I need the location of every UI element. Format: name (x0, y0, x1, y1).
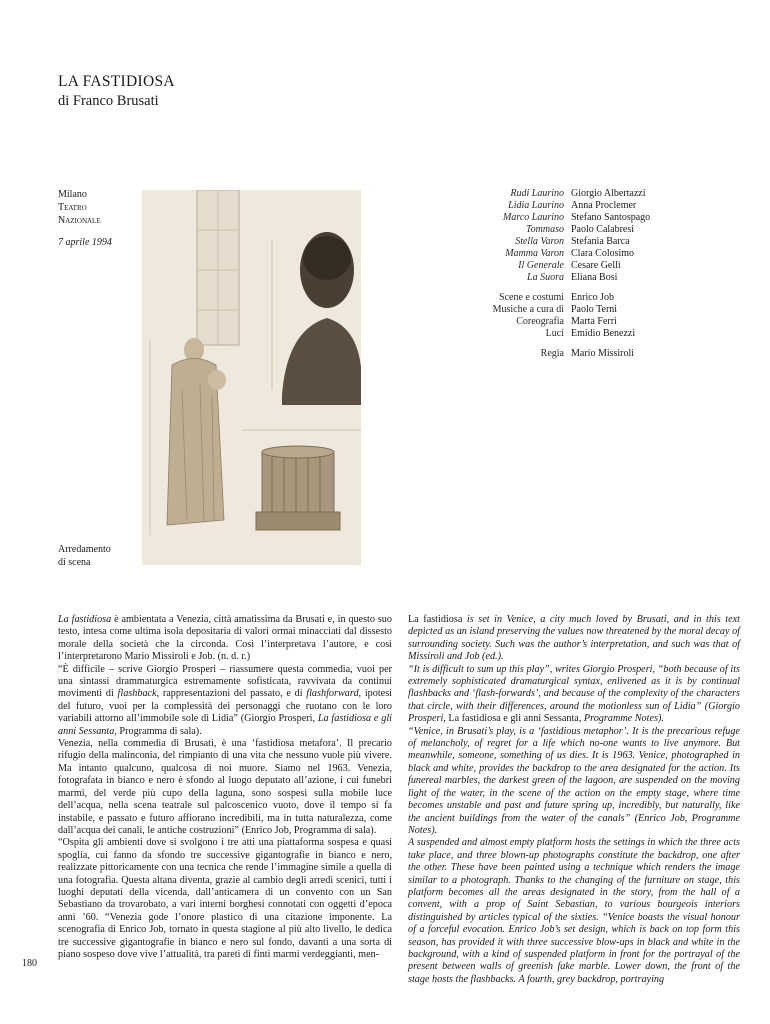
en-p2-source: La fastidiosa e gli anni Sessanta (448, 713, 579, 725)
page-number: 180 (22, 958, 37, 969)
cast-row (450, 236, 740, 248)
cast-role: Marco Laurino (502, 212, 564, 223)
cast-row (450, 248, 740, 260)
crew-role: Scene e costumi (499, 292, 564, 303)
crew-role: Musiche a cura di (492, 304, 564, 315)
cast-row (450, 224, 740, 236)
en-p1-body: is set in Venice, a city much loved by Brusati, and in this text depicted as an island preserving the values now threatened by the moral decay of surrounding society. Such was the author’s interpretation, and such was that of Missiroli and Job (ed.). (408, 614, 740, 663)
it-paragraph-2 (58, 664, 392, 738)
it-p1-title: La fastidiosa (58, 614, 112, 625)
it-p2-term: flashforward (306, 688, 359, 700)
crew-list (450, 292, 740, 340)
cast-actor: Eliana Bosi (571, 272, 618, 283)
en-paragraph-3: “Venice, in Brusati’s play, is a ‘fastidious metaphor’. It is the precarious refuge of melancholy, of regret for a life which no-one wants to live anymore. But meanwhile, someone, something of us dies. It is 1963. Venice, photographed in black and white, provides the backdrop to the area designated for the action. Its funereal marbles, the darkest green of the lagoon, are suspended on the moving light of the water, in the scene of the action on the empty stage, where time becomes unstable and past and future spring up, incredibly, but naturally, like the ancient buildings from the water of the canals” (Enrico Job, Programme Notes). (408, 725, 740, 836)
en-paragraph-1 (408, 614, 740, 664)
venue-block (58, 188, 112, 249)
it-paragraph-4: “Ospita gli ambienti dove si svolgono i tre atti una piattaforma sospesa e quasi spoglia, cui fanno da sfondo tre successive gigantografie in bianco e nero, realizzate pittoricamente con una tecnica che rende l’immagine simile a quella di una fotografia. Questa altana diventa, grazie al cambio degli arredi scenici, tutti i luoghi deputati della vicenda, dall’anticamera di un convento con un San Sebastiano da trovarobato, a vari interni borghesi connotati con oggetti d’epoca anni ’60. “Venezia gode l’onore plastico di una citazione imponente. La scenografia di Enrico Job, tornato in questa stagione al più alto livello, le dedica tre successive gigantografie in bianco e nero sul fondo, davanti a una sorta di piano sospeso dove vive l’attualità, tra pareti di finti marmi verdeggianti, men- (58, 837, 392, 960)
cast-row (450, 200, 740, 212)
cast-actor: Paolo Calabresi (571, 224, 635, 235)
cast-actor: Anna Proclemer (571, 200, 637, 211)
page-title: LA FASTIDIOSA (58, 73, 175, 90)
director-name: Mario Missiroli (571, 348, 635, 359)
english-text-column (408, 614, 740, 986)
crew-member: Marta Ferri (571, 316, 617, 327)
cast-row (450, 260, 740, 272)
cast-row (450, 212, 740, 224)
cast-role: Mamma Varon (505, 248, 564, 259)
crew-row (450, 328, 740, 340)
it-paragraph-1 (58, 614, 392, 664)
cast-role: Lidia Laurino (508, 200, 564, 211)
cast-role: La Suora (527, 272, 564, 283)
page-subtitle: di Franco Brusati (58, 93, 159, 109)
caption-line-1: Arredamento (58, 544, 111, 555)
cast-role: Tommaso (526, 224, 564, 235)
it-p2-text: “È difficile – scrive Giorgio Prosperi – riassumere questa commedia, vuoi per una sintassi drammaturgica estremamente sofisticata, ravvivata da continui movimenti di (58, 663, 392, 700)
en-p2-text: , Programme Notes). (578, 713, 664, 725)
cast-row (450, 272, 740, 284)
cast-actor: Stefano Santospago (571, 212, 651, 223)
crew-row (450, 316, 740, 328)
cast-actor: Stefania Barca (571, 236, 630, 247)
cast-list (450, 188, 740, 284)
caption-line-2: di scena (58, 557, 91, 568)
it-p2-source: La fastidiosa e gli anni Sessanta (58, 713, 392, 737)
crew-member: Enrico Job (571, 292, 615, 303)
en-p1-title: La fastidiosa (408, 614, 463, 625)
crew-member: Paolo Terni (571, 304, 618, 315)
it-p2-text: , ipotesi del futuro, vuoi per la complessità dei personaggi che ruotano con le loro variabili attorno all’immobile sole di Lidia” (Giorgio Prosperi, (58, 688, 392, 725)
set-design-photo (142, 190, 361, 565)
credits-block (450, 188, 740, 360)
crew-role: Coreografia (516, 316, 564, 327)
venue-theatre-line1: Teatro (58, 202, 87, 213)
it-p1-body: è ambientata a Venezia, città amatissima da Brusati e, in questo suo testo, intesa come ultima isola depositaria di valori ormai minacciati dal dissesto morale della società che la circonda. Così l’interpretava l’autore, e così l’interpretarono Mario Missiroli e Job. (n. d. r.) (58, 614, 392, 663)
direction-row (450, 348, 740, 360)
en-p2-text: “It is difficult to sum up this play”, writes Giorgio Prosperi, “both because of its extremely sophisticated dramaturgical syntax, enlivened as it is by continual flashbacks and ‘flash-forwards’, and because of the complexity of the characters that circle, with their differences, around the motionless sun of Lidia” (Giorgio Prosperi, (408, 663, 740, 725)
cast-actor: Giorgio Albertazzi (571, 188, 646, 199)
it-paragraph-3: Venezia, nella commedia di Brusati, è una ‘fastidiosa metafora’. Il precario rifugio della malinconia, del rimpianto di una vita che nessuno vuole più vivere. Ma intanto qualcuno, qualcosa di noi muore. Siamo nel 1963. Venezia, fotografata in bianco e nero è sfondo al luogo deputato all’azione, i cui funebri marmi, del verde più cupo della laguna, sono sospesi sulla mobile luce dell’acqua, nella scena teatrale sul palcoscenico vuoto, dove il tempo si fa instabile, e passato e futuro affiorano incredibili, ma in tutta naturalezza, come dall’acqua dei canali, le antiche costruzioni” (Enrico Job, Programma di sala). (58, 738, 392, 836)
venue-date: 7 aprile 1994 (58, 237, 112, 248)
cast-role: Il Generale (518, 260, 564, 271)
it-p2-text: , rappresentazioni del passato, e di (156, 688, 307, 700)
cast-row (450, 188, 740, 200)
it-p2-text: , Programma di sala). (114, 725, 202, 737)
italian-text-column (58, 614, 392, 961)
crew-row (450, 304, 740, 316)
photo-caption (58, 543, 111, 569)
cast-actor: Cesare Gelli (571, 260, 621, 271)
crew-role: Luci (545, 328, 564, 339)
it-p2-term: flashback (117, 688, 157, 700)
crew-member: Emidio Benezzi (571, 328, 636, 339)
venue-city: Milano (58, 189, 87, 200)
cast-role: Stella Varon (515, 236, 564, 247)
crew-row (450, 292, 740, 304)
venue-theatre-line2: Nazionale (58, 215, 101, 226)
en-paragraph-4: A suspended and almost empty platform hosts the settings in which the three acts take place, and three blown-up photographs constitute the backdrop, one after the other. These have been painted using a technique which renders the image similar to a photograph. Thanks to the changing of the furniture on stage, this platform becomes all the areas designated in the story, from the hall of a convent, with a prop of Saint Sebastian, to various bourgeois interiors distinguished by articles typical of the sixties. “Venice boasts the visual honour of a forceful evocation. Enrico Job’s set design, which is back on top form this season, has provided it with three successive blow-ups in black and white in the background, with a kind of suspended platform in front for the portrayal of the present between walls of greenish fake marble. Lower down, the front of the stage hosts the flashbacks. A fourth, grey backdrop, portraying (408, 837, 740, 985)
cast-actor: Clara Colosimo (571, 248, 635, 259)
en-paragraph-2 (408, 664, 740, 726)
direction-role: Regia (540, 348, 564, 359)
set-design-illustration (142, 190, 361, 565)
cast-role: Rudi Laurino (510, 188, 564, 199)
